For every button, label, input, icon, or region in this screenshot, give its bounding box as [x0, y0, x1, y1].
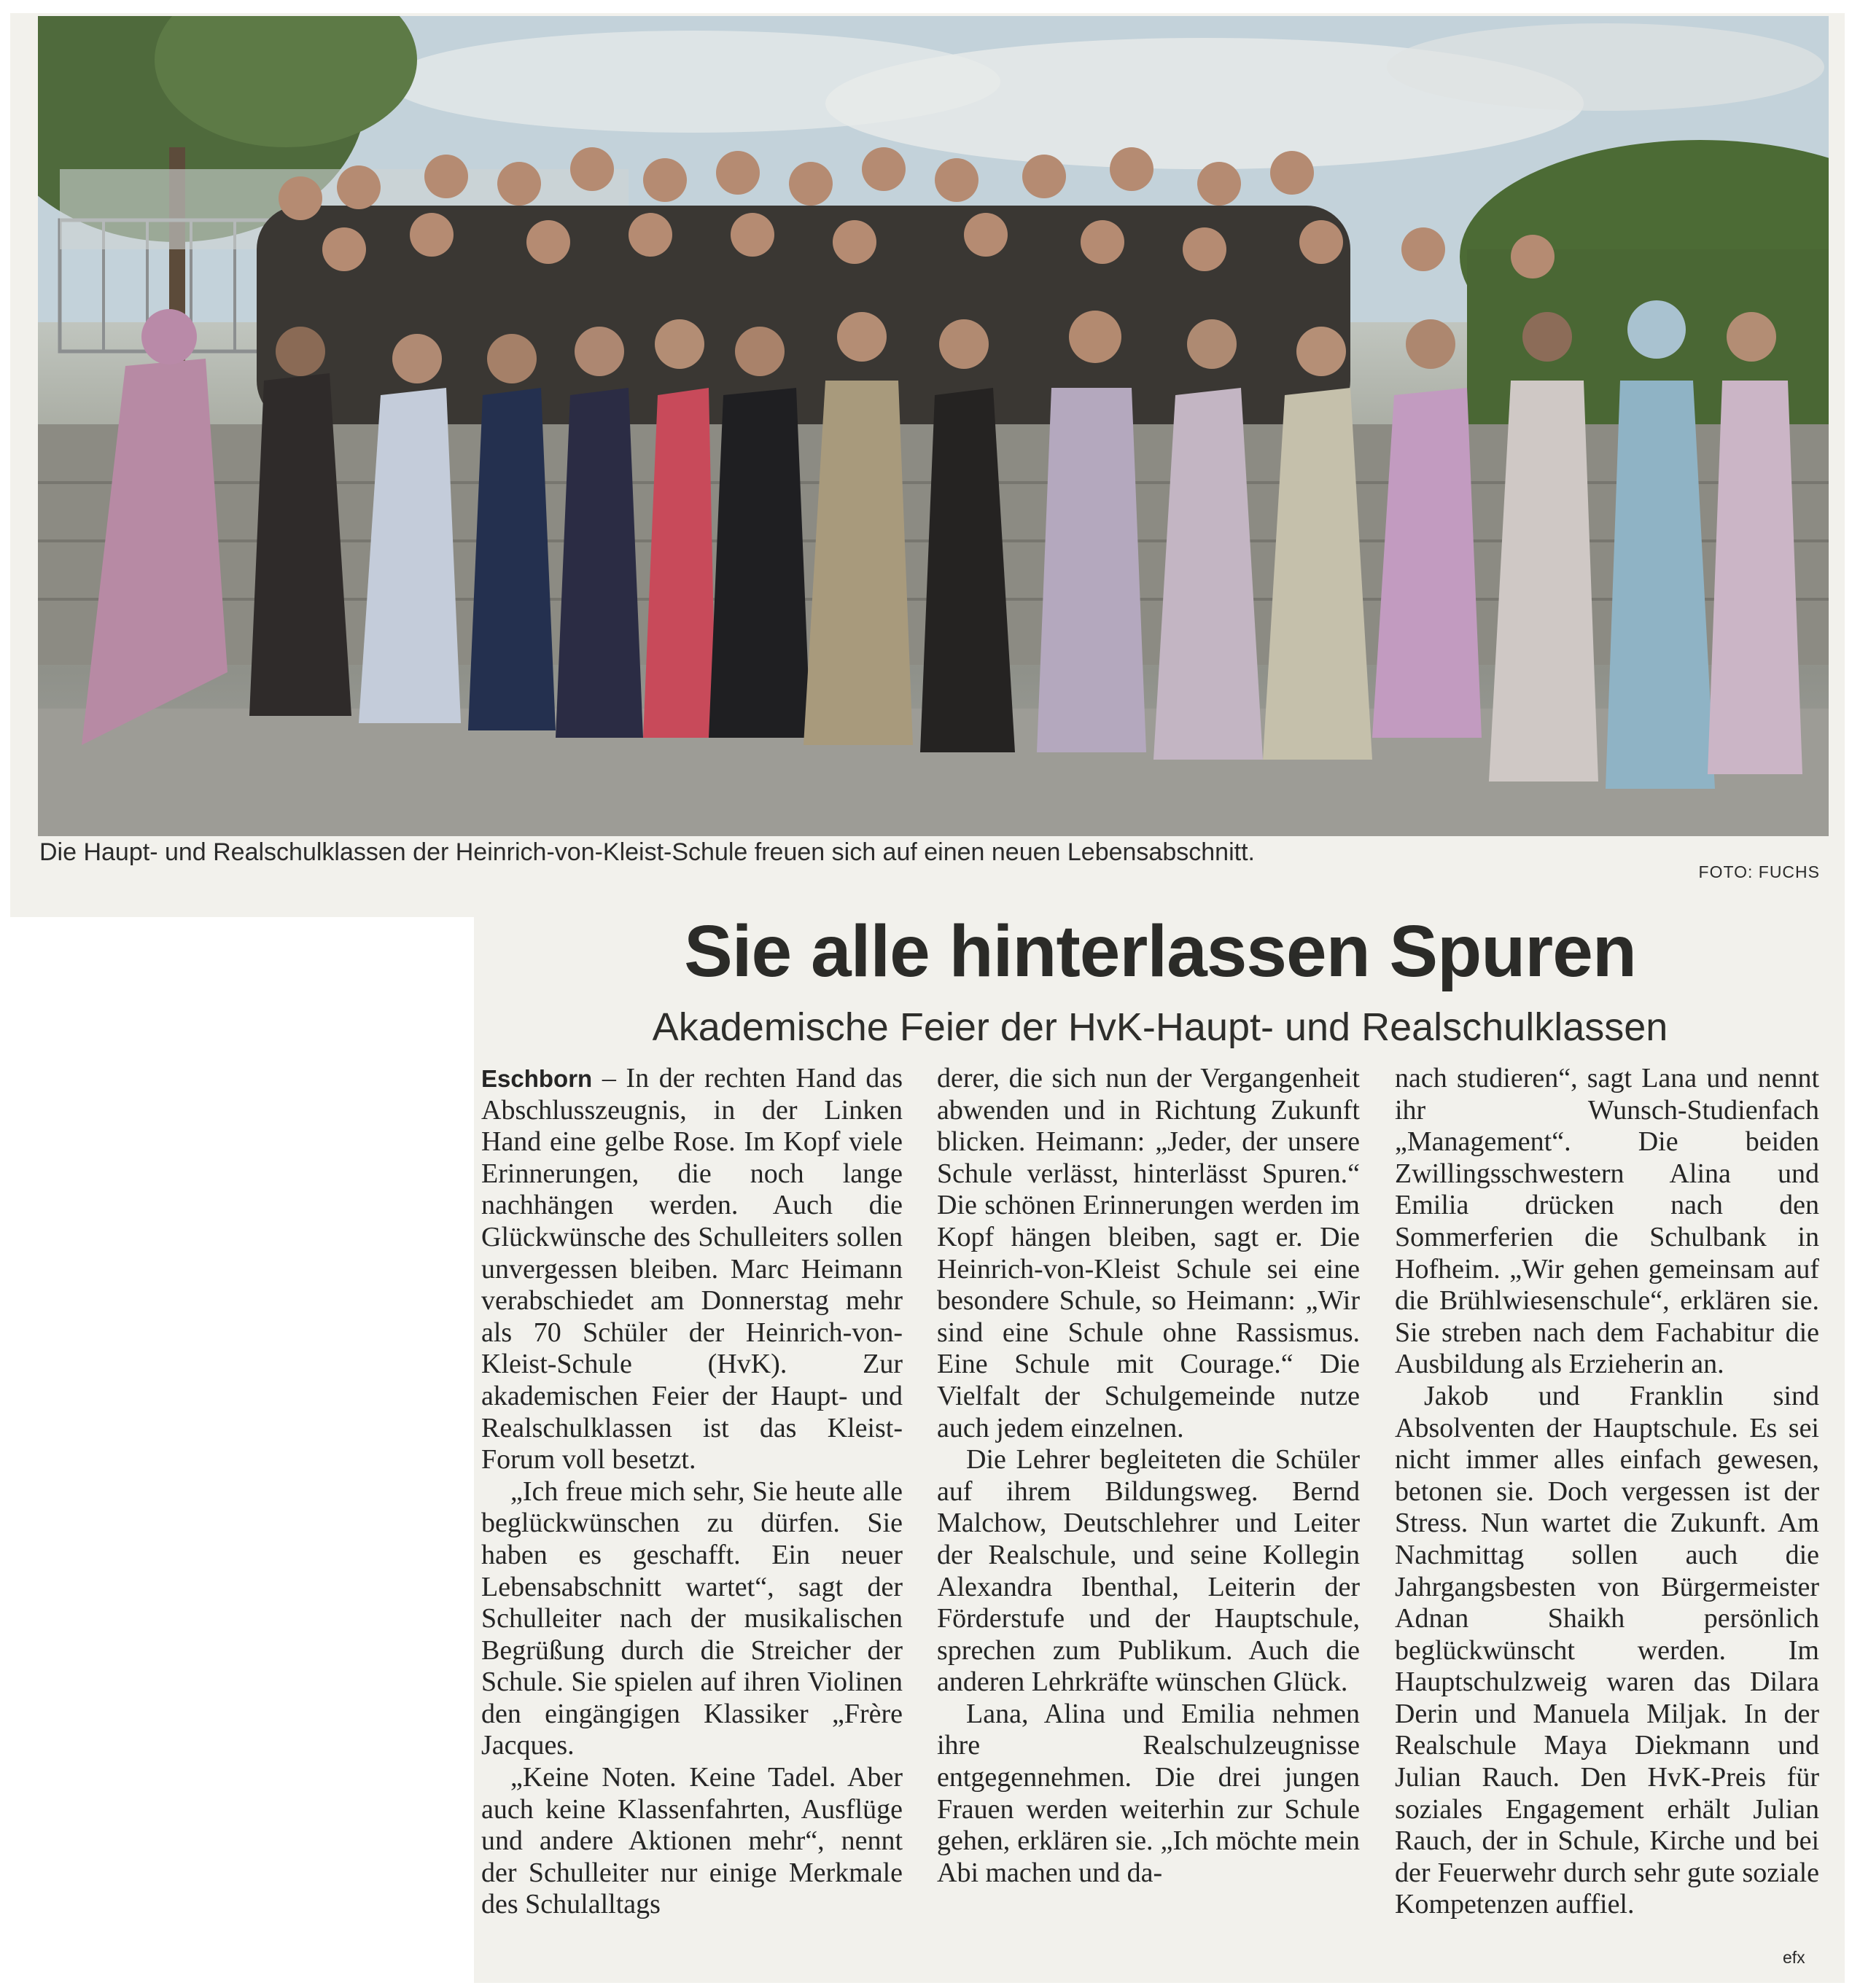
paragraph-text: – In der rechten Hand das Abschlusszeugnis, in der Linken Hand eine gelbe Rose. Im Kopf viele Erinnerungen, die noch lange nachhängen werden. Auch die Glückwünsche des Schulleiters sollen unvergessen bleiben. Marc Heimann verabschiedet am Donnerstag mehr als 70 Schüler der Heinrich-von-Kleist-Schule (HvK). Zur akademischen Feier der Haupt- und Realschulklassen ist das Kleist-Forum voll besetzt. — [481, 1063, 903, 1476]
article-subheadline: Akademische Feier der HvK-Haupt- und Realschulklassen — [652, 1005, 1668, 1049]
article-column-1 — [481, 1063, 903, 1921]
paragraph: „Ich freue mich sehr, Sie heute alle beglückwünschen zu dürfen. Sie haben es geschafft. Ein neuer Lebensabschnitt wartet“, sagt der Schulleiter nach der musikalischen Begrüßung durch die Streicher der Schule. Sie spielen auf ihren Violinen den eingängigen Klassiker „Frère Jacques. — [481, 1476, 903, 1761]
article-column-3 — [1395, 1063, 1819, 1921]
article-column-2 — [937, 1063, 1360, 1889]
group-photo-graphic — [38, 16, 1829, 836]
paragraph: derer, die sich nun der Vergangenheit abwenden und in Richtung Zukunft blicken. Heimann: „Jeder, der unsere Schule verlässt, hinterlässt Spuren.“ Die schönen Erinnerungen werden im Kopf hängen bleiben, sagt er. Die Heinrich-von-Kleist Schule sei eine besondere Schule, so Heimann: „Wir sind eine Schule ohne Rassismus. Eine Schule mit Courage.“ Die Vielfalt der Schulgemeinde nutze auch jedem einzelnen. — [937, 1063, 1360, 1443]
paragraph: Jakob und Franklin sind Absolventen der Hauptschule. Es sei nicht immer alles einfach gewesen, betonen sie. Doch vergessen ist der Stress. Nun wartet die Zukunft. Am Nachmittag sollen auch die Jahrgangsbesten von Bürgermeister Adnan Shaikh persönlich beglückwünscht werden. Im Hauptschulzweig waren das Dilara Derin und Manuela Miljak. In der Realschule Maya Diekmann und Julian Rauch. Den HvK-Preis für soziales Engagement erhält Julian Rauch, der in Schule, Kirche und bei der Feuerwehr durch sehr gute soziale Kompetenzen auffiel. — [1395, 1380, 1819, 1920]
photo-credit: FOTO: FUCHS — [1698, 862, 1820, 881]
paragraph: nach studieren“, sagt Lana und nennt ihr Wunsch-Studienfach „Management“. Die beiden Zwillingsschwestern Alina und Emilia drücken nach den Sommerferien die Schulbank in Hofheim. „Wir gehen gemeinsam auf die Brühlwiesenschule“, erklären sie. Sie streben nach dem Fachabitur die Ausbildung als Erzieherin an. — [1395, 1063, 1819, 1380]
paragraph: „Keine Noten. Keine Tadel. Aber auch keine Klassenfahrten, Ausflüge und andere Aktionen mehr“, nennt der Schulleiter nur einige Merkmale des Schulalltags — [481, 1762, 903, 1920]
dateline: Eschborn — [481, 1065, 593, 1092]
paragraph: Lana, Alina und Emilia nehmen ihre Realschulzeugnisse entgegennehmen. Die drei jungen Frauen werden weiterhin zur Schule gehen, erklären sie. „Ich möchte mein Abi machen und da- — [937, 1698, 1360, 1888]
photo-caption: Die Haupt- und Realschulklassen der Heinrich-von-Kleist-Schule freuen sich auf einen neuen Lebensabschnitt. — [39, 838, 1255, 866]
author-tag: efx — [1783, 1948, 1805, 1967]
group-photo — [38, 16, 1829, 836]
paragraph — [481, 1063, 903, 1476]
paragraph: Die Lehrer begleiteten die Schüler auf ihrem Bildungsweg. Bernd Malchow, Deutschlehrer und Leiter der Realschule, und seine Kollegin Alexandra Ibenthal, Leiterin der Förderstufe und der Hauptschule, sprechen zum Publikum. Auch die anderen Lehrkräfte wünschen Glück. — [937, 1444, 1360, 1698]
article-headline: Sie alle hinterlassen Spuren — [684, 911, 1636, 992]
